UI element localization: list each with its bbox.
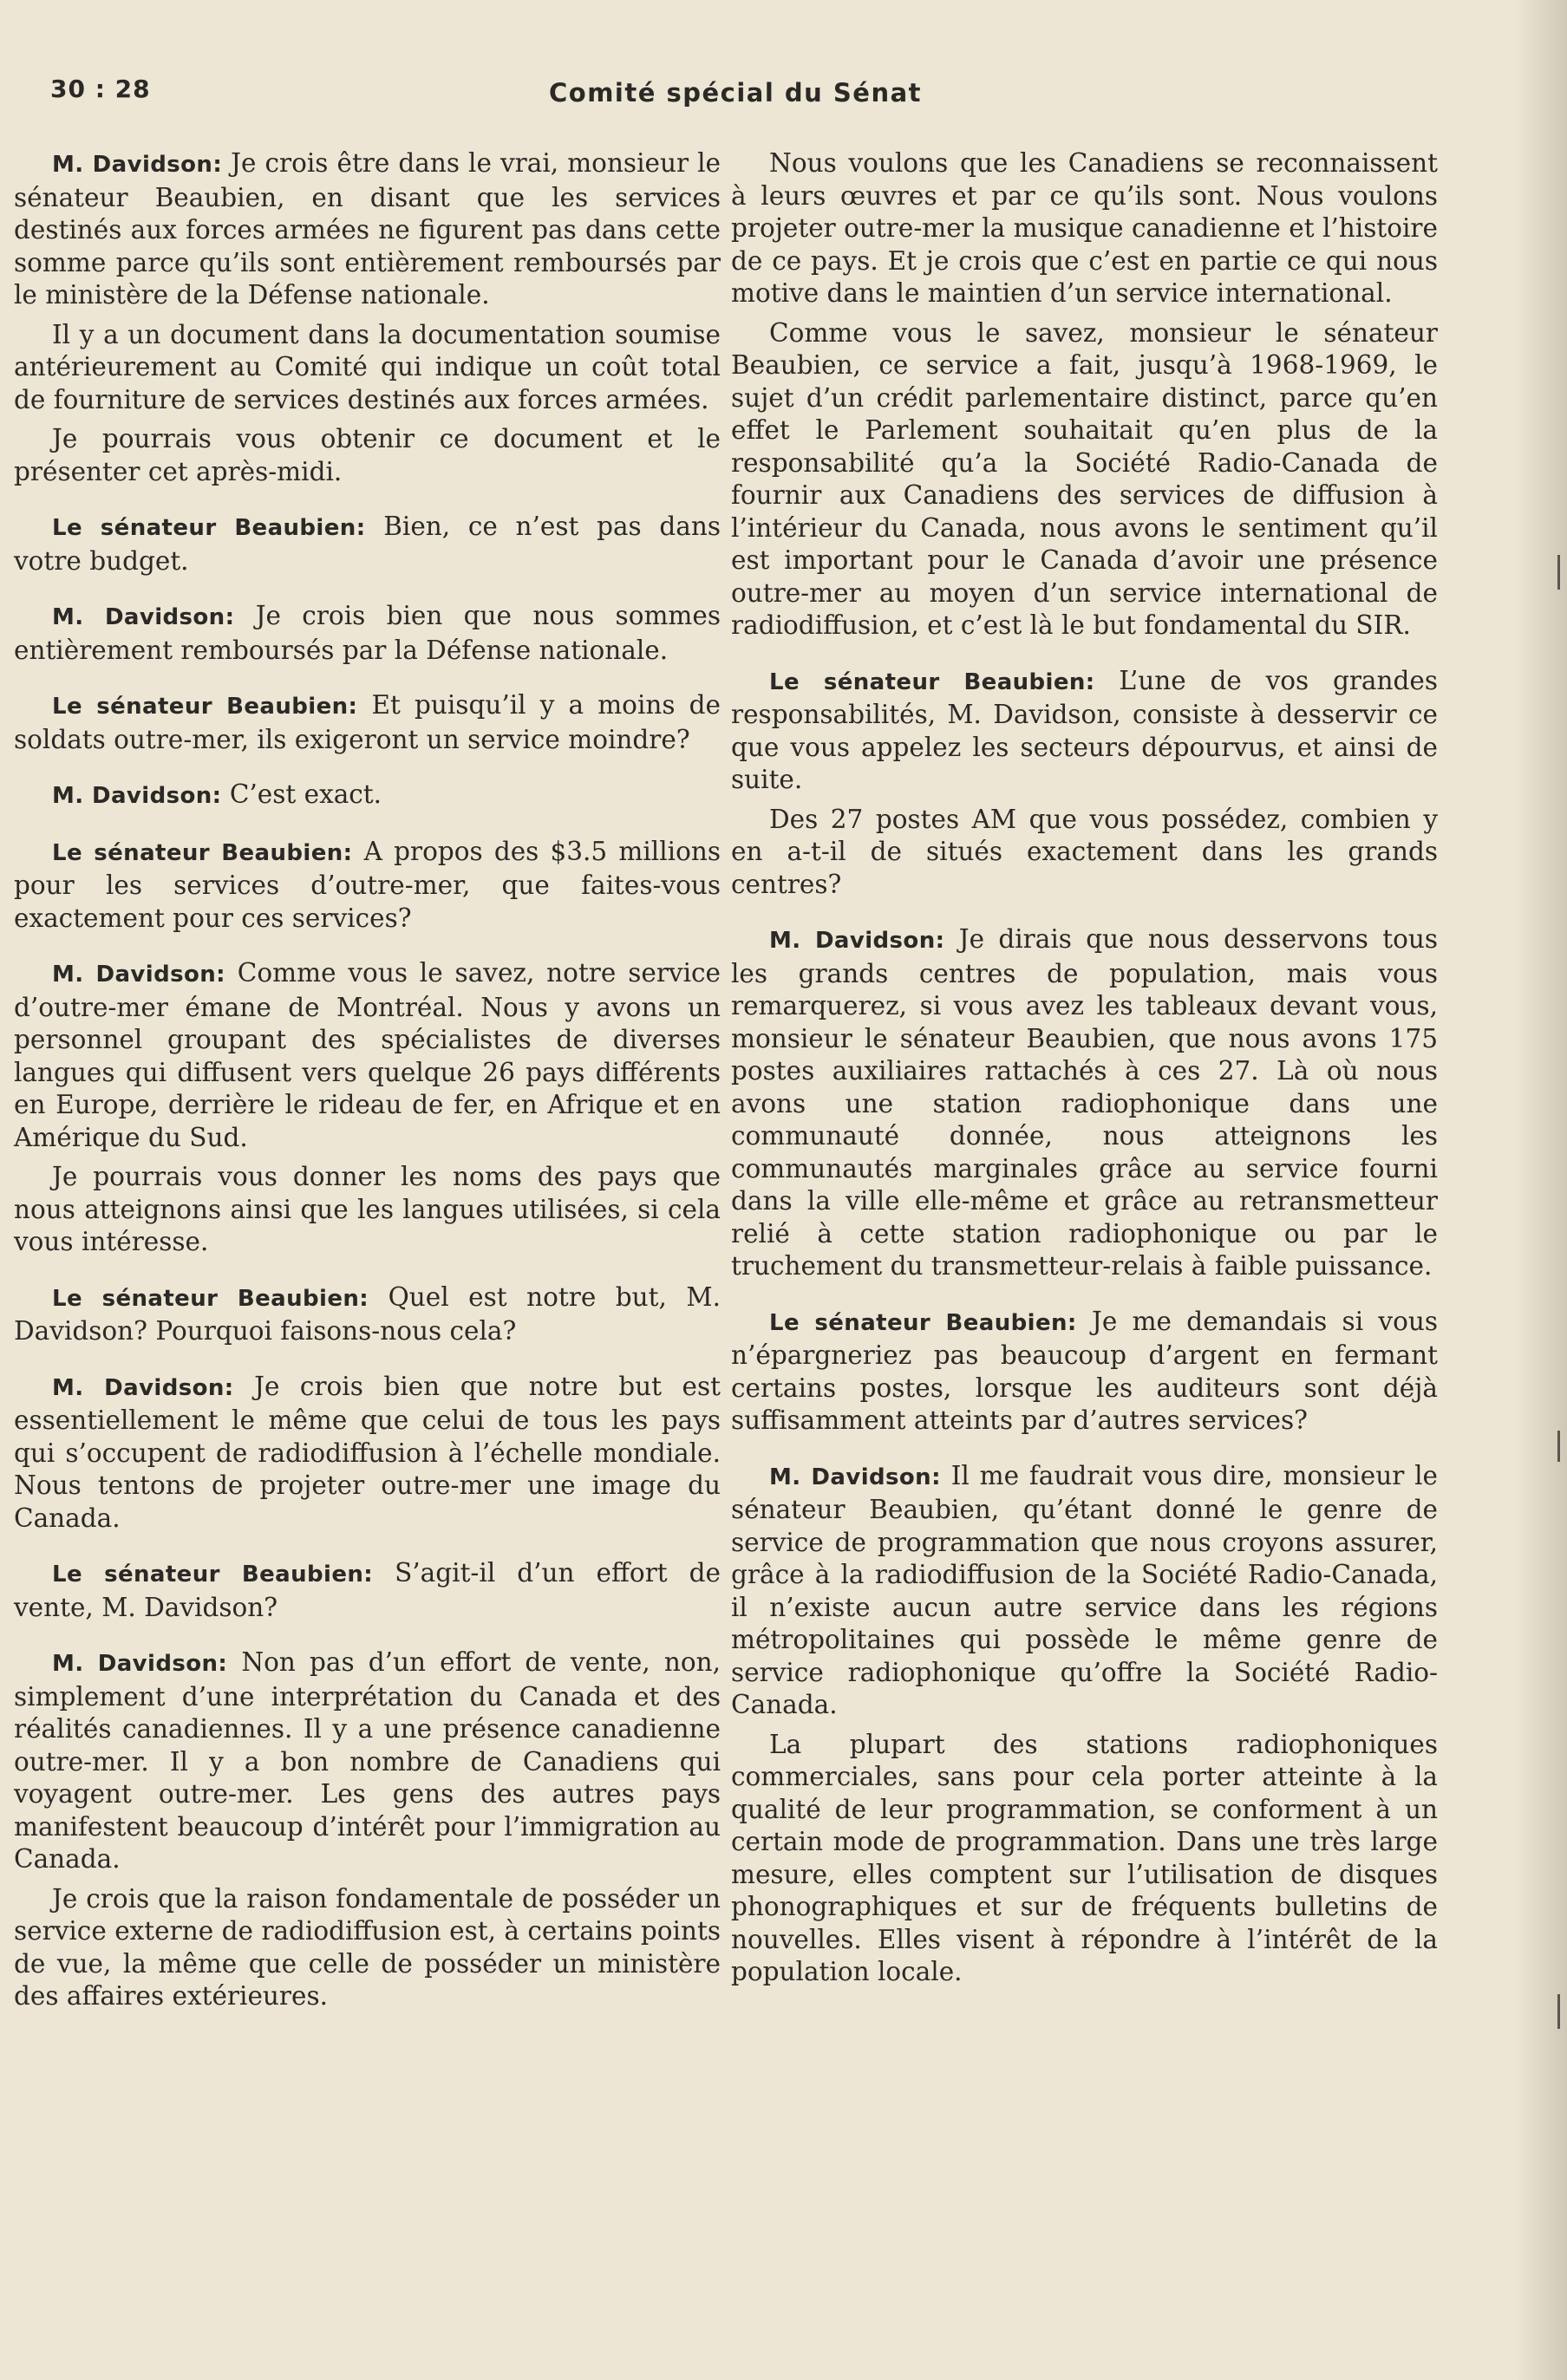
page-number: 30 : 28: [50, 75, 151, 103]
paragraph: [14, 1281, 721, 1348]
speaker-name: M. Davidson:: [52, 1651, 228, 1677]
speaker-name: Le sénateur Beaubien:: [769, 668, 1095, 695]
paragraph-text: L’une de vos grandes responsabilités, M. Davidson, consiste à desservir ce que vous appelez les secteurs dépourvus, et ainsi de suite.: [731, 665, 1438, 794]
paragraph-text: S’agit-il d’un effort de vente, M. Davidson?: [14, 1558, 721, 1622]
running-title: Comité spécial du Sénat: [549, 78, 923, 108]
paragraph: [14, 836, 721, 936]
paragraph: [14, 1557, 721, 1624]
paragraph: [14, 1646, 721, 1876]
speaker-name: M. Davidson:: [52, 152, 223, 178]
paragraph-text: Je me demandais si vous n’épargneriez pas beaucoup d’argent en fermant certains postes, lorsque les auditeurs sont déjà suffisamment atteints par d’autres services?: [731, 1306, 1438, 1435]
paragraph-text: C’est exact.: [221, 779, 382, 809]
paragraph-text: Comme vous le savez, notre service d’outre-mer émane de Montréal. Nous y avons un personnel groupant des spécialistes de diverses langues qui diffusent vers quelque 26 pays différents en Europe, derrière le rideau de fer, en Afrique et en Amérique du Sud.: [14, 958, 721, 1152]
paragraph-text: Quel est notre but, M. Davidson? Pourquoi faisons-nous cela?: [14, 1281, 721, 1346]
paragraph-text: Je crois bien que notre but est essentiellement le même que celui de tous les pays qui s’occupent de radiodiffusion à l’échelle mondiale. Nous tentons de projeter outre-mer une image du Canada.: [14, 1371, 721, 1533]
paragraph: [14, 1371, 721, 1536]
paragraph: [731, 804, 1438, 902]
paragraph: [14, 957, 721, 1154]
paragraph-text: Non pas d’un effort de vente, non, simplement d’une interprétation du Canada et des réalités canadiennes. Il y a une présence canadienne outre-mer. Il y a bon nombre de Canadiens qui voyagent outre-mer. Les gens des autres pays manifestent beaucoup d’intérêt pour l’immigration au Canada.: [14, 1647, 721, 1874]
paragraph-text: Je crois bien que nous sommes entièrement remboursés par la Défense nationale.: [14, 601, 721, 665]
paragraph-text: Je pourrais vous donner les noms des pays que nous atteignons ainsi que les langues utilisées, si cela vous intéresse.: [14, 1162, 721, 1256]
paragraph: [14, 319, 721, 417]
speaker-name: M. Davidson:: [52, 604, 235, 630]
paragraph-text: Nous voulons que les Canadiens se reconnaissent à leurs œuvres et par ce qu’ils sont. Nous voulons projeter outre-mer la musique canadienne et l’histoire de ce pays. Et je crois que c’est en partie ce qui nous motive dans le maintien d’un service international.: [731, 148, 1438, 308]
paragraph-text: Je dirais que nous desservons tous les grands centres de population, mais vous remarquerez, si vous avez les tableaux devant vous, monsieur le sénateur Beaubien, que nous avons 175 postes auxiliaires rattachés à ces 27. Là où nous avons une station radiophonique dans une communauté donnée, nous atteignons les communautés marginales grâce au service fourni dans la ville elle-même et grâce au retransmetteur relié à cette station radiophonique ou par le truchement du transmetteur-relais à faible puissance.: [731, 924, 1438, 1281]
paragraph-text: Il me faudrait vous dire, monsieur le sénateur Beaubien, qu’étant donné le genre de service de programmation que nous croyons assurer, grâce à la radiodiffusion de la Société Radio-Canada, il n’existe aucun autre service dans les régions métropolitaines qui possède le même genre de service radiophonique qu’offre la Société Radio-Canada.: [731, 1460, 1439, 1719]
paragraph-text: Des 27 postes AM que vous possédez, combien y en a-t-il de situés exactement dans les grands centres?: [731, 804, 1438, 899]
speaker-name: Le sénateur Beaubien:: [52, 1285, 369, 1312]
speaker-name: M. Davidson:: [769, 928, 945, 954]
paragraph-text: A propos des $3.5 millions pour les services d’outre-mer, que faites-vous exactement pour ces services?: [14, 836, 721, 933]
speaker-name: M. Davidson:: [52, 783, 222, 809]
speaker-name: Le sénateur Beaubien:: [52, 515, 366, 541]
paragraph-text: Comme vous le savez, monsieur le sénateur Beaubien, ce service a fait, jusqu’à 1968-1969, le sujet d’un crédit parlementaire distinct, parce qu’en effet le Parlement souhaitait qu’en plus de la responsabilité qu’a la Société Radio-Canada de fournir aux Canadiens des services de diffusion à l’intérieur du Canada, nous avons le sentiment qu’il est important pour le Canada d’avoir une présence outre-mer au moyen d’un service international de radiodiffusion, et c’est là le but fondamental du SIR.: [731, 317, 1438, 640]
edge-mark: [1557, 1431, 1560, 1462]
right-column: [731, 147, 1438, 1996]
paragraph-text: Je crois être dans le vrai, monsieur le sénateur Beaubien, en disant que les services destinés aux forces armées ne figurent pas dans cette somme parce qu’ils sont entièrement remboursés par le ministère de la Défense nationale.: [14, 148, 721, 310]
paragraph-text: Je crois que la raison fondamentale de posséder un service externe de radiodiffusion est, à certains points de vue, la même que celle de posséder un ministère des affaires extérieures.: [14, 1883, 721, 2011]
left-column: [14, 147, 721, 2020]
speaker-name: M. Davidson:: [52, 1374, 234, 1401]
paragraph: [731, 147, 1438, 310]
speaker-name: Le sénateur Beaubien:: [52, 694, 358, 720]
speaker-name: M. Davidson:: [52, 962, 225, 988]
paragraph: [731, 1306, 1438, 1438]
paragraph-text: Il y a un document dans la documentation soumise antérieurement au Comité qui indique un coût total de fourniture de services destinés aux forces armées.: [14, 319, 721, 414]
paragraph: [14, 600, 721, 667]
paragraph-text: La plupart des stations radiophoniques commerciales, sans pour cela porter atteinte à la qualité de leur programmation, se conforment à un certain mode de programmation. Dans une très large mesure, elles comptent sur l’utilisation de disques phonographiques et sur de fréquents bulletins de nouvelles. Elles visent à répondre à l’intérêt de la population locale.: [731, 1729, 1438, 1986]
paragraph: [731, 923, 1438, 1283]
paragraph: [14, 423, 721, 488]
paragraph: [731, 1729, 1438, 1989]
paragraph: [14, 1883, 721, 2013]
paragraph: [14, 689, 721, 756]
edge-mark: [1557, 1994, 1560, 2029]
paragraph-text: Bien, ce n’est pas dans votre budget.: [14, 512, 721, 576]
paragraph-text: Je pourrais vous obtenir ce document et le présenter cet après-midi.: [14, 424, 721, 486]
speaker-name: Le sénateur Beaubien:: [769, 1309, 1077, 1336]
edge-mark: [1557, 555, 1560, 590]
paragraph: [731, 1460, 1438, 1722]
paragraph-text: Et puisqu’il y a moins de soldats outre-mer, ils exigeront un service moindre?: [14, 690, 721, 754]
paragraph: [14, 511, 721, 577]
page-header: [50, 71, 935, 123]
paragraph: [731, 665, 1438, 797]
paragraph: [14, 1161, 721, 1259]
paragraph: [14, 779, 721, 813]
paragraph: [731, 317, 1438, 642]
paragraph: [14, 147, 721, 312]
speaker-name: Le sénateur Beaubien:: [52, 1562, 374, 1588]
speaker-name: M. Davidson:: [769, 1464, 941, 1490]
speaker-name: Le sénateur Beaubien:: [52, 839, 353, 866]
